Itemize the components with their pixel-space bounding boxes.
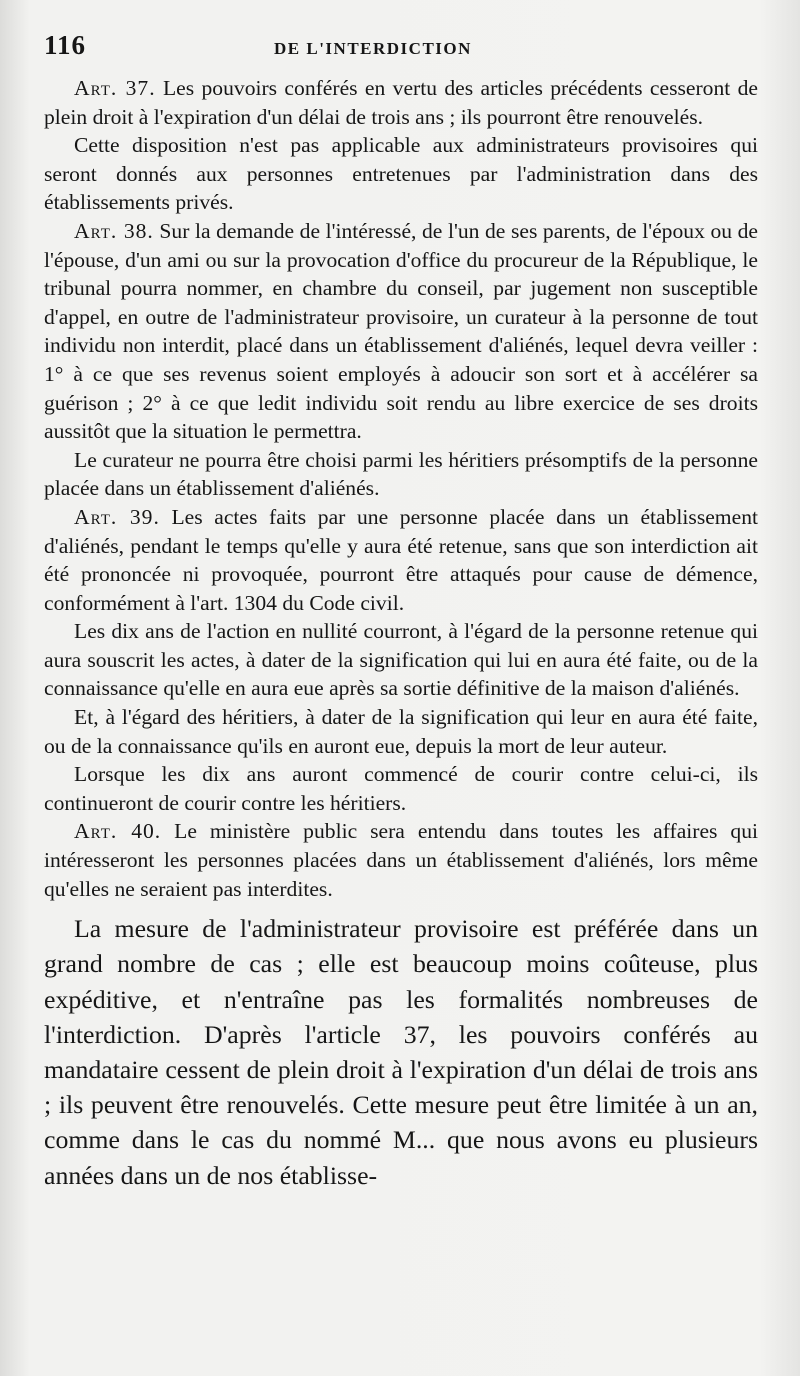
article-text: Sur la demande de l'intéressé, de l'un de ses parents, de l'époux ou de l'épouse, d'un ami ou sur la provocation d'office du procureur de la République, le tribunal pourra nommer, en chambre du conseil, par jugement non susceptible d'appel, en outre de l'administrateur provisoire, un curateur à la personne de tout individu non interdit, placé dans un établissement d'aliénés, lequel devra veiller : 1° à ce que ses revenus soient employés à adoucir son sort et à accélérer sa guérison ; 2° à ce que ledit individu soit rendu au libre exercice de ses droits aussitôt que la situation le permettra. <box>44 218 758 444</box>
article-39-continuation <box>44 617 758 703</box>
article-label: Art. 37. <box>74 76 156 100</box>
article-text: Et, à l'égard des héritiers, à dater de la signification qui leur en aura été faite, ou de la connaissance qu'ils en auront eue, depuis la mort de leur auteur. <box>44 705 758 758</box>
running-head: DE L'INTERDICTION <box>274 39 472 58</box>
page-header <box>44 30 758 70</box>
article-39-paragraph <box>44 503 758 617</box>
article-39-continuation <box>44 703 758 760</box>
article-38-paragraph <box>44 217 758 446</box>
law-articles <box>44 74 758 903</box>
article-40-paragraph <box>44 817 758 903</box>
article-text: Lorsque les dix ans auront commencé de courir contre celui-ci, ils continueront de courir contre les héritiers. <box>44 762 758 815</box>
article-37-paragraph <box>44 74 758 131</box>
commentary-paragraph: La mesure de l'administrateur provisoire est préférée dans un grand nombre de cas ; elle est beaucoup moins coûteuse, plus expéditive, et n'entraîne pas les formalités nombreuses de l'interdiction. D'après l'article 37, les pouvoirs conférés au mandataire cessent de plein droit à l'expiration d'un délai de trois ans ; ils peuvent être renouvelés. Cette mesure peut être limitée à un an, comme dans le cas du nommé M... que nous avons eu plusieurs années dans un de nos établisse- <box>44 914 758 1190</box>
commentary-block <box>44 911 758 1193</box>
article-label: Art. 40. <box>74 819 162 844</box>
article-text: Les dix ans de l'action en nullité courront, à l'égard de la personne retenue qui aura souscrit les actes, à dater de la signification qui lui en aura été faite, ou de la connaissance qu'elle en aura eue après sa sortie définitive de la maison d'aliénés. <box>44 619 758 701</box>
article-38-continuation <box>44 446 758 503</box>
article-text: Les actes faits par une personne placée dans un établissement d'aliénés, pendant le temps qu'elle y aura été retenue, sans que son interdiction ait été prononcée ni provoquée, pourront être attaqués pour cause de démence, conformément à l'art. 1304 du Code civil. <box>44 504 758 615</box>
article-39-continuation <box>44 760 758 817</box>
article-text: Les pouvoirs conférés en vertu des articles précédents cesseront de plein droit à l'expiration d'un délai de trois ans ; ils pourront être renouvelés. <box>44 76 758 129</box>
article-label: Art. 39. <box>74 504 160 529</box>
article-text: Cette disposition n'est pas applicable aux administrateurs provisoires qui seront donnés aux personnes entretenues par l'administration dans des établissements privés. <box>44 133 758 215</box>
article-37-continuation <box>44 131 758 217</box>
article-label: Art. 38. <box>74 218 154 243</box>
page-number: 116 <box>44 30 87 60</box>
article-text: Le curateur ne pourra être choisi parmi les héritiers présomptifs de la personne placée dans un établissement d'aliénés. <box>44 447 758 501</box>
article-text: Le ministère public sera entendu dans toutes les affaires qui intéresseront les personnes placées dans un établissement d'aliénés, lors même qu'elles ne seraient pas interdites. <box>44 819 758 901</box>
